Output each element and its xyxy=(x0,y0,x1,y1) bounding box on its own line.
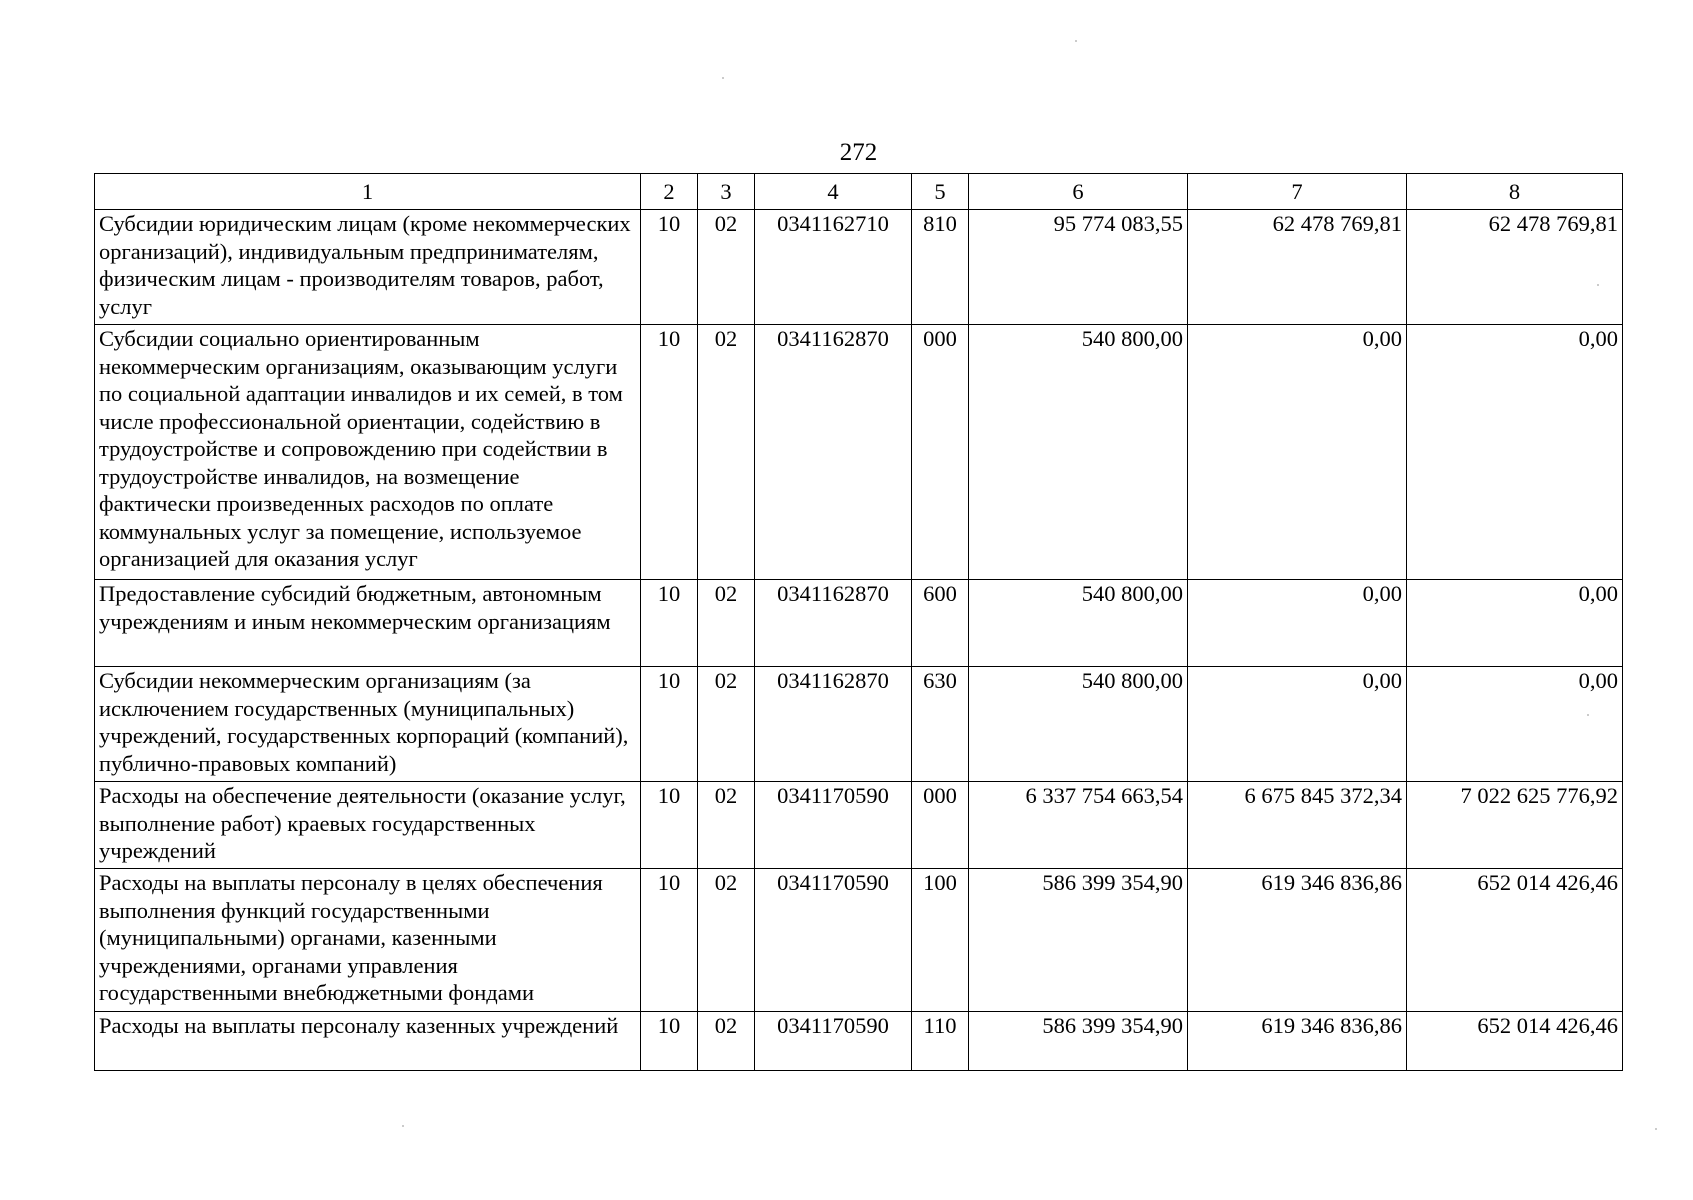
subsection-code: 02 xyxy=(698,869,755,1012)
expense-type-code: 100 xyxy=(912,869,969,1012)
amount-col-8: 62 478 769,81 xyxy=(1407,210,1623,325)
amount-col-6: 540 800,00 xyxy=(969,580,1188,667)
expense-type-code: 630 xyxy=(912,667,969,782)
expense-type-code: 600 xyxy=(912,580,969,667)
table-row xyxy=(95,1012,1623,1071)
section-code: 10 xyxy=(641,1012,698,1071)
target-item-code: 0341162870 xyxy=(755,325,912,580)
amount-col-6: 95 774 083,55 xyxy=(969,210,1188,325)
page-number: 272 xyxy=(839,139,878,166)
target-item-code: 0341162710 xyxy=(755,210,912,325)
subsection-code: 02 xyxy=(698,580,755,667)
target-item-code: 0341170590 xyxy=(755,869,912,1012)
column-header: 5 xyxy=(912,174,969,210)
expense-type-code: 000 xyxy=(912,325,969,580)
table-row xyxy=(95,210,1623,325)
amount-col-8: 0,00 xyxy=(1407,667,1623,782)
amount-col-7: 0,00 xyxy=(1188,667,1407,782)
scan-speck xyxy=(1075,40,1077,42)
column-header: 2 xyxy=(641,174,698,210)
subsection-code: 02 xyxy=(698,325,755,580)
amount-col-6: 540 800,00 xyxy=(969,325,1188,580)
column-header: 6 xyxy=(969,174,1188,210)
target-item-code: 0341170590 xyxy=(755,1012,912,1071)
target-item-code: 0341162870 xyxy=(755,667,912,782)
amount-col-8: 0,00 xyxy=(1407,580,1623,667)
amount-col-6: 586 399 354,90 xyxy=(969,1012,1188,1071)
column-header: 4 xyxy=(755,174,912,210)
expense-type-code: 110 xyxy=(912,1012,969,1071)
column-header: 8 xyxy=(1407,174,1623,210)
column-header: 3 xyxy=(698,174,755,210)
subsection-code: 02 xyxy=(698,667,755,782)
amount-col-8: 652 014 426,46 xyxy=(1407,1012,1623,1071)
expense-type-code: 000 xyxy=(912,782,969,869)
row-name: Расходы на выплаты персоналу в целях обеспечения выполнения функций государственными (муниципальными) органами, казенными учреждениями, органами управления государственными внебюджетными фондами xyxy=(95,869,641,1012)
scan-speck xyxy=(1655,1128,1657,1130)
scan-speck xyxy=(1587,714,1589,716)
amount-col-8: 7 022 625 776,92 xyxy=(1407,782,1623,869)
amount-col-7: 62 478 769,81 xyxy=(1188,210,1407,325)
table-row xyxy=(95,667,1623,782)
section-code: 10 xyxy=(641,782,698,869)
amount-col-7: 6 675 845 372,34 xyxy=(1188,782,1407,869)
scan-speck xyxy=(1597,284,1599,286)
table-row xyxy=(95,869,1623,1012)
amount-col-7: 619 346 836,86 xyxy=(1188,1012,1407,1071)
header-row xyxy=(95,174,1623,210)
amount-col-7: 619 346 836,86 xyxy=(1188,869,1407,1012)
amount-col-8: 0,00 xyxy=(1407,325,1623,580)
column-header: 7 xyxy=(1188,174,1407,210)
subsection-code: 02 xyxy=(698,210,755,325)
amount-col-6: 586 399 354,90 xyxy=(969,869,1188,1012)
section-code: 10 xyxy=(641,210,698,325)
subsection-code: 02 xyxy=(698,782,755,869)
table-row xyxy=(95,782,1623,869)
table-row xyxy=(95,580,1623,667)
section-code: 10 xyxy=(641,580,698,667)
target-item-code: 0341170590 xyxy=(755,782,912,869)
expense-type-code: 810 xyxy=(912,210,969,325)
subsection-code: 02 xyxy=(698,1012,755,1071)
column-header: 1 xyxy=(95,174,641,210)
row-name: Расходы на обеспечение деятельности (оказание услуг, выполнение работ) краевых государственных учреждений xyxy=(95,782,641,869)
amount-col-7: 0,00 xyxy=(1188,580,1407,667)
row-name: Предоставление субсидий бюджетным, автономным учреждениям и иным некоммерческим организациям xyxy=(95,580,641,667)
scan-speck xyxy=(722,77,724,79)
table-row xyxy=(95,325,1623,580)
row-name: Субсидии социально ориентированным некоммерческим организациям, оказывающим услуги по социальной адаптации инвалидов и их семей, в том числе профессиональной ориентации, содействию в трудоустройстве и сопровождению при содействии в трудоустройстве инвалидов, на возмещение фактически произведенных расходов по оплате коммунальных услуг за помещение, используемое организацией для оказания услуг xyxy=(95,325,641,580)
section-code: 10 xyxy=(641,667,698,782)
amount-col-8: 652 014 426,46 xyxy=(1407,869,1623,1012)
budget-table xyxy=(94,173,1623,1071)
section-code: 10 xyxy=(641,325,698,580)
row-name: Субсидии юридическим лицам (кроме некоммерческих организаций), индивидуальным предпринимателям, физическим лицам - производителям товаров, работ, услуг xyxy=(95,210,641,325)
row-name: Расходы на выплаты персоналу казенных учреждений xyxy=(95,1012,641,1071)
amount-col-6: 540 800,00 xyxy=(969,667,1188,782)
section-code: 10 xyxy=(641,869,698,1012)
amount-col-6: 6 337 754 663,54 xyxy=(969,782,1188,869)
scan-speck xyxy=(402,1125,404,1127)
target-item-code: 0341162870 xyxy=(755,580,912,667)
amount-col-7: 0,00 xyxy=(1188,325,1407,580)
row-name: Субсидии некоммерческим организациям (за исключением государственных (муниципальных) учреждений, государственных корпораций (компаний), публично-правовых компаний) xyxy=(95,667,641,782)
